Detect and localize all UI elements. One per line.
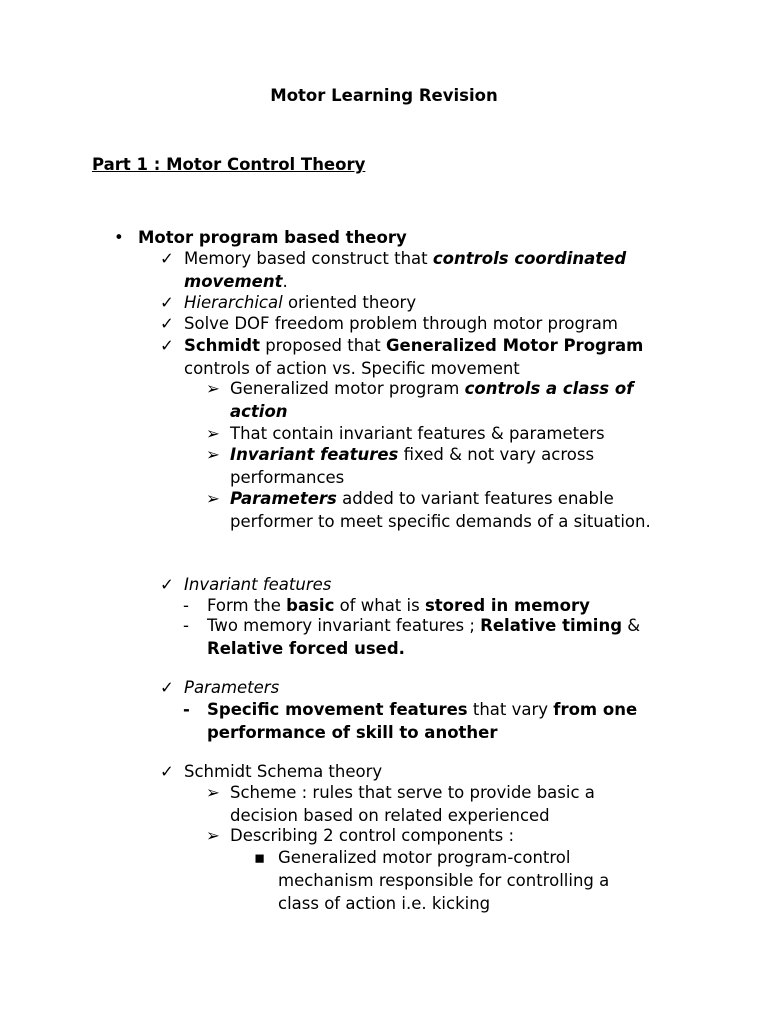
section-heading: Motor program based theory xyxy=(138,228,407,247)
item-text: That contain invariant features & parameters xyxy=(230,424,605,443)
check-marker: ✓ xyxy=(160,678,174,697)
check-marker: ✓ xyxy=(160,314,174,333)
arrow-item xyxy=(206,422,686,445)
dash-marker: - xyxy=(183,616,189,635)
dash-item xyxy=(183,698,683,744)
item-text: Describing 2 control components : xyxy=(230,826,515,845)
check-item xyxy=(160,291,685,314)
check-item xyxy=(160,312,685,335)
check-item xyxy=(160,247,685,293)
arrow-marker: ➢ xyxy=(206,445,220,464)
arrow-item xyxy=(206,377,686,423)
item-text: Hierarchical oriented theory xyxy=(184,293,417,312)
arrow-marker: ➢ xyxy=(206,379,220,398)
item-text: Invariant features fixed & not vary across performances xyxy=(230,445,595,487)
page-title: Motor Learning Revision xyxy=(270,86,498,105)
dash-item xyxy=(183,614,683,660)
item-text: Specific movement features that vary from one performance of skill to another xyxy=(207,700,638,742)
square-marker: ▪ xyxy=(254,848,266,867)
item-text: Generalized motor program controls a class of action xyxy=(230,379,634,421)
check-item xyxy=(160,334,685,380)
item-text: Parameters added to variant features enable performer to meet specific demands of a situation. xyxy=(230,489,651,531)
arrow-item xyxy=(206,443,656,489)
arrow-item xyxy=(206,781,646,827)
check-item-parameters xyxy=(160,676,685,699)
item-text: Scheme : rules that serve to provide basic a decision based on related experienced xyxy=(230,783,595,825)
square-item xyxy=(254,846,654,915)
section-heading: Schmidt Schema theory xyxy=(184,762,383,781)
check-item-invariant-features xyxy=(160,573,685,596)
bullet-marker: • xyxy=(114,228,124,247)
section-heading: Invariant features xyxy=(184,575,332,594)
check-marker: ✓ xyxy=(160,293,174,312)
item-text: Generalized motor program-control mechanism responsible for controlling a class of action i.e. kicking xyxy=(278,848,610,913)
check-marker: ✓ xyxy=(160,336,174,355)
arrow-marker: ➢ xyxy=(206,424,220,443)
item-text: Two memory invariant features ; Relative timing & Relative forced used. xyxy=(207,616,641,658)
arrow-item xyxy=(206,487,671,533)
item-text: Form the basic of what is stored in memory xyxy=(207,596,590,615)
arrow-item xyxy=(206,824,686,847)
item-text: Memory based construct that controls coordinated movement. xyxy=(184,249,627,291)
arrow-marker: ➢ xyxy=(206,489,220,508)
bullet-item-motor-program xyxy=(114,226,674,249)
check-marker: ✓ xyxy=(160,762,174,781)
check-marker: ✓ xyxy=(160,575,174,594)
section-heading: Parameters xyxy=(184,678,280,697)
arrow-marker: ➢ xyxy=(206,826,220,845)
dash-marker: - xyxy=(183,700,190,719)
item-text: Solve DOF freedom problem through motor program xyxy=(184,314,618,333)
check-item-schema-theory xyxy=(160,760,685,783)
item-text: Schmidt proposed that Generalized Motor Program controls of action vs. Specific movement xyxy=(184,336,644,378)
dash-marker: - xyxy=(183,596,189,615)
check-marker: ✓ xyxy=(160,249,174,268)
arrow-marker: ➢ xyxy=(206,783,220,802)
part-heading: Part 1 : Motor Control Theory xyxy=(92,155,366,174)
